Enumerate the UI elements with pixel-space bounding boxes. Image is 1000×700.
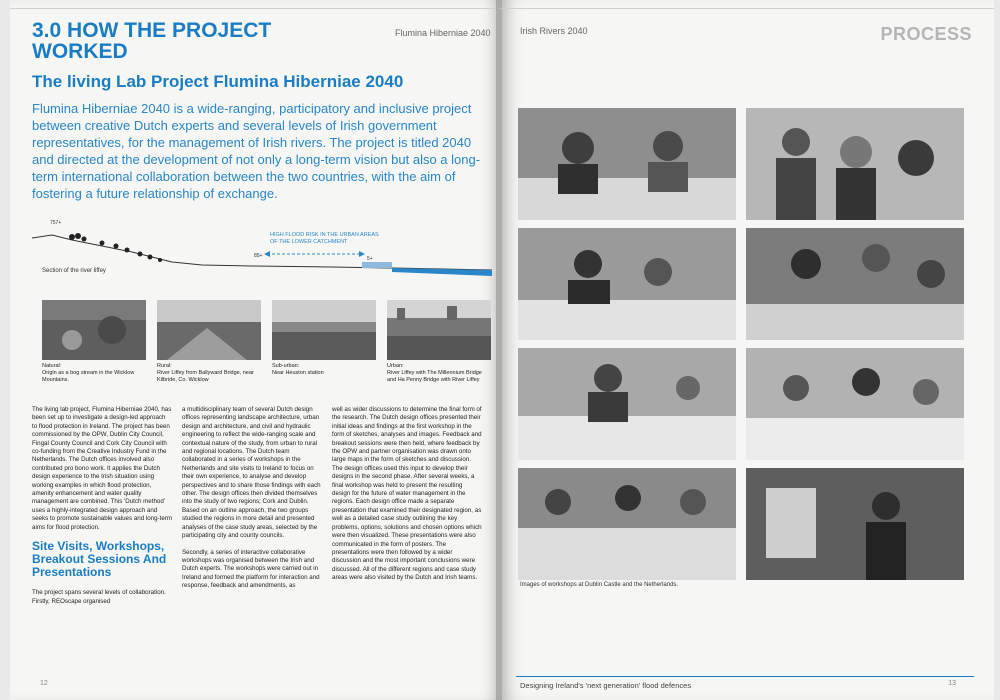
top-rule xyxy=(10,8,502,9)
workshop-photo-6 xyxy=(746,348,964,460)
flood-risk-note: HIGH FLOOD RISK IN THE URBAN AREAS OF THE LOWER CATCHMENT xyxy=(270,232,379,245)
urban-photo xyxy=(387,300,491,360)
section-label: PROCESS xyxy=(880,24,972,44)
caption-rural: Rural: River Liffey from Ballyward Bridge, near Kilbride, Co. Wicklow xyxy=(157,363,254,383)
workshop-photo-4 xyxy=(746,228,964,340)
caption-natural: Natural: Origin as a bog stream in the Wicklow Mountains. xyxy=(42,363,135,383)
page-number-left: 12 xyxy=(40,680,48,687)
column-2 xyxy=(182,406,322,599)
page-number-right: 13 xyxy=(948,680,956,687)
column-3 xyxy=(332,406,482,591)
workshop-photo-5 xyxy=(518,348,736,460)
workshop-photo-8 xyxy=(746,468,964,580)
subtitle: The living Lab Project Flumina Hiberniae 2040 xyxy=(32,72,404,91)
intro-paragraph: Flumina Hiberniae 2040 is a wide-ranging, participatory and inclusive project between creative Dutch experts and several levels of Irish government representatives, for the management of Irish rivers. The project is titled 2040 and directed at the development of not only a long-term vision but also a long-term international collaboration between the two countries, with the aim of fostering a future relationship of exchange. xyxy=(32,101,481,201)
natural-photo xyxy=(42,300,146,360)
footer-rule xyxy=(516,676,974,677)
river-profile-diagram xyxy=(32,210,492,290)
suburban-photo xyxy=(272,300,376,360)
top-rule-right xyxy=(502,8,994,9)
col3-paragraph-1: well as wider discussions to determine the final form of the research. The Dutch design offices presented their initial ideas and findings at the first workshop in the form of sketches, analyses and images. Feedback and breakout sessions were then held, where feedback by the OPW and partner organisation was drawn onto large maps in the form of sketches and discussion. The design offices used this input to develop their designs in the second phase. After several weeks, a final workshop was held to present the resulting design for the future of water management in the regions. Each design office made a separate presentation that examined their designated region, as well as a detailed case study outlining the key problems, options, solutions and chosen options which were then visualized. These presentations were also communicated in the form of posters. The presentations were then followed by a wider discussion and the most important conclusions were discussed. All of the different regions and case study areas were also visited by the Dutch and Irish teams. xyxy=(332,406,482,582)
profile-label: Section of the river liffey xyxy=(42,268,106,274)
workshop-photo-grid xyxy=(518,108,978,578)
river-photo-row xyxy=(42,300,492,360)
footer-text: Designing Ireland's 'next generation' flood defences xyxy=(520,681,692,690)
column-1 xyxy=(32,406,172,614)
left-page xyxy=(10,0,502,700)
running-head-left: Flumina Hiberniae 2040 xyxy=(395,28,491,38)
rural-photo xyxy=(157,300,261,360)
svg-text:85+: 85+ xyxy=(254,253,263,259)
col2-paragraph-2: Secondly, a series of interactive collaborative workshops was organised between the Irish and Dutch experts. The workshops were carried out in Ireland and formed the platform for interaction and response, feedback and amendments, as xyxy=(182,548,320,590)
svg-text:5+: 5+ xyxy=(367,256,373,262)
section-title: 3.0 HOW THE PROJECT WORKED xyxy=(32,19,272,63)
workshop-photo-7 xyxy=(518,468,736,580)
caption-suburban: Sub-urban: Near Heuston station xyxy=(272,363,324,376)
workshop-photo-2 xyxy=(746,108,964,220)
right-page xyxy=(502,0,994,700)
col1-paragraph-2: The project spans several levels of collaboration. Firstly, REOscape organised xyxy=(32,589,166,605)
svg-text:757+: 757+ xyxy=(50,220,62,226)
photo-caption: Images of workshops at Dublin Castle and the Netherlands. xyxy=(520,582,679,588)
caption-urban: Urban: River Liffey with The Millennium Bridge and Ha Penny Bridge with River Liffey xyxy=(387,363,482,383)
running-head-right: Irish Rivers 2040 xyxy=(520,26,588,36)
col2-paragraph-1: a multidisciplinary team of several Dutch design offices representing landscape architecture, urban design and architecture, and civil and hydraulic engineering to reflect the wide-ranging scale and contextual nature of the study, from urban to rural and regional locations. The Dutch team collaborated in a series of workshops in the Netherlands and site visits to Ireland to focus on their own experience, to analyse and develop perspectives and to share those findings with each other. The design offices then divided themselves into the study of two regions; Cork and Dublin. Based on an outline approach, the two groups studied the regions in more detail and presented analyses of the case study areas, selected by the participating city and county councils. xyxy=(182,406,321,540)
workshop-photo-3 xyxy=(518,228,736,340)
workshop-photo-1 xyxy=(518,108,736,220)
col1-paragraph-1: The living lab project, Flumina Hiberniae 2040, has been set up to investigate a design-led approach to flood protection in Ireland. The project has been commissioned by the OPW, Dublin City Council, Fingal County Council and Cork City Council with co-funding from the Creative Industry Fund in the Netherlands. The Dutch offices involved also contributed pro bono work. It applies the Dutch design experience to the Irish situation using working examples in which flood protection, amenity enhancement and water quality management are combined. This 'Dutch method' uses a highly-integrated design approach and seeks to promote sustainable values and long-term aims for flood protection. xyxy=(32,406,172,531)
col1-heading: Site Visits, Workshops, Breakout Sessions And Presentations xyxy=(32,539,167,580)
